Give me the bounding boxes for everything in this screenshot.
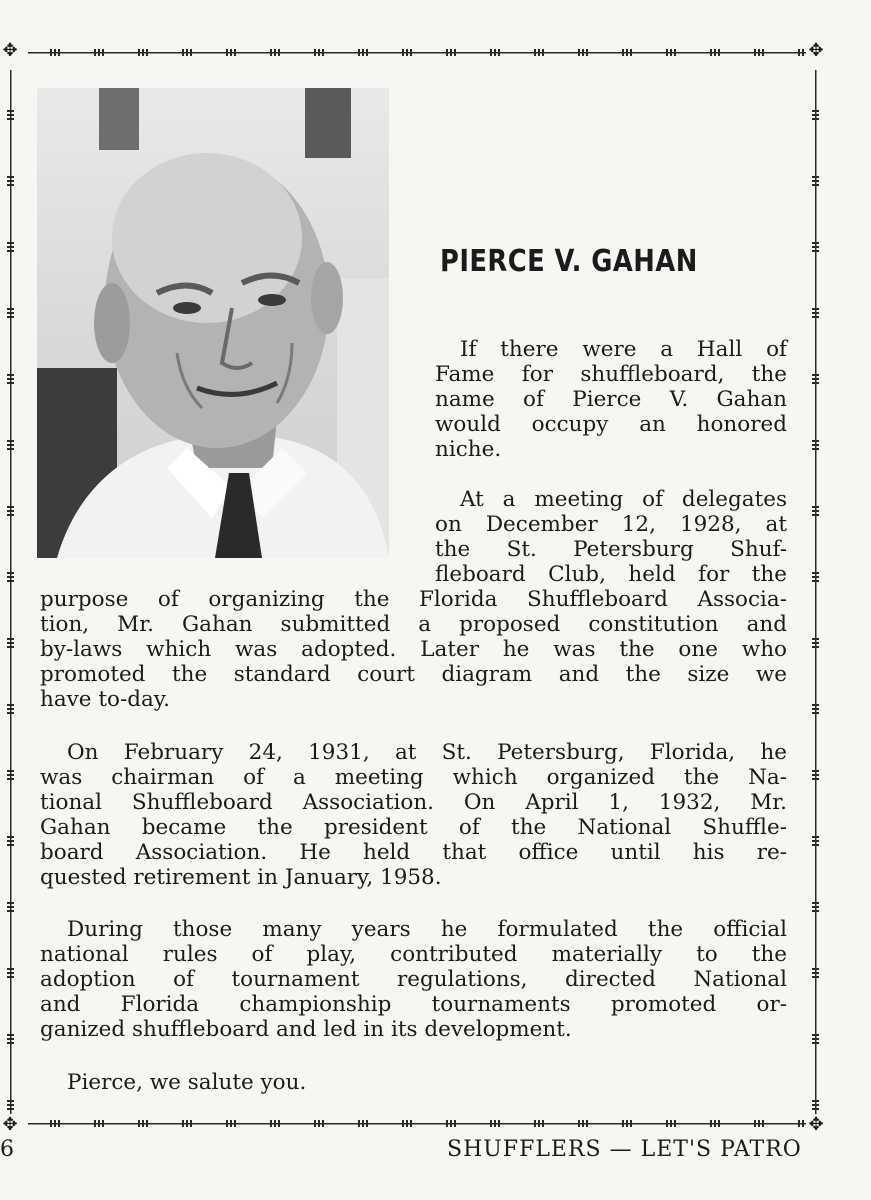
corner-ornament-icon: ✥: [808, 1114, 824, 1135]
body-line: On February 24, 1931, at St. Petersburg, Florida, he: [67, 740, 787, 765]
body-line: fleboard Club, held for the: [435, 562, 787, 587]
border-right-rule: [812, 70, 819, 1114]
body-line: During those many years he formulated the official: [67, 917, 787, 942]
body-line: was chairman of a meeting which organized the Na-: [40, 765, 787, 790]
body-line: have to-day.: [40, 687, 170, 712]
body-line: the St. Petersburg Shuf-: [435, 537, 787, 562]
body-line: tional Shuffleboard Association. On April 1, 1932, Mr.: [40, 790, 787, 815]
closing-line: Pierce, we salute you.: [67, 1070, 307, 1095]
running-footer: SHUFFLERS — LET'S PATRO: [447, 1137, 802, 1162]
body-line: name of Pierce V. Gahan: [435, 387, 787, 412]
border-bottom-rule: [28, 1120, 806, 1127]
body-line: national rules of play, contributed materially to the: [40, 942, 787, 967]
body-line: board Association. He held that office until his re-: [40, 840, 787, 865]
border-top-rule: [28, 49, 806, 56]
body-line: would occupy an honored: [435, 412, 787, 437]
page-number: 6: [0, 1137, 15, 1162]
article-title: PIERCE V. GAHAN: [440, 244, 698, 279]
body-line: and Florida championship tournaments promoted or-: [40, 992, 787, 1017]
body-line: Fame for shuffleboard, the: [435, 362, 787, 387]
corner-ornament-icon: ✥: [808, 40, 824, 61]
body-line: Gahan became the president of the National Shuffle-: [40, 815, 787, 840]
body-line: niche.: [435, 437, 502, 462]
body-line: If there were a Hall of: [460, 337, 787, 362]
body-line: on December 12, 1928, at: [435, 512, 787, 537]
body-line: purpose of organizing the Florida Shuffleboard Associa-: [40, 587, 787, 612]
body-line: adoption of tournament regulations, directed National: [40, 967, 787, 992]
border-left-rule: [7, 70, 14, 1114]
corner-ornament-icon: ✥: [2, 40, 18, 61]
body-line: tion, Mr. Gahan submitted a proposed constitution and: [40, 612, 787, 637]
body-line: quested retirement in January, 1958.: [40, 865, 442, 890]
body-line: ganized shuffleboard and led in its development.: [40, 1017, 572, 1042]
body-line: promoted the standard court diagram and the size we: [40, 662, 787, 687]
corner-ornament-icon: ✥: [2, 1114, 18, 1135]
portrait-photo: [37, 88, 389, 558]
body-line: by-laws which was adopted. Later he was the one who: [40, 637, 787, 662]
body-line: At a meeting of delegates: [460, 487, 787, 512]
